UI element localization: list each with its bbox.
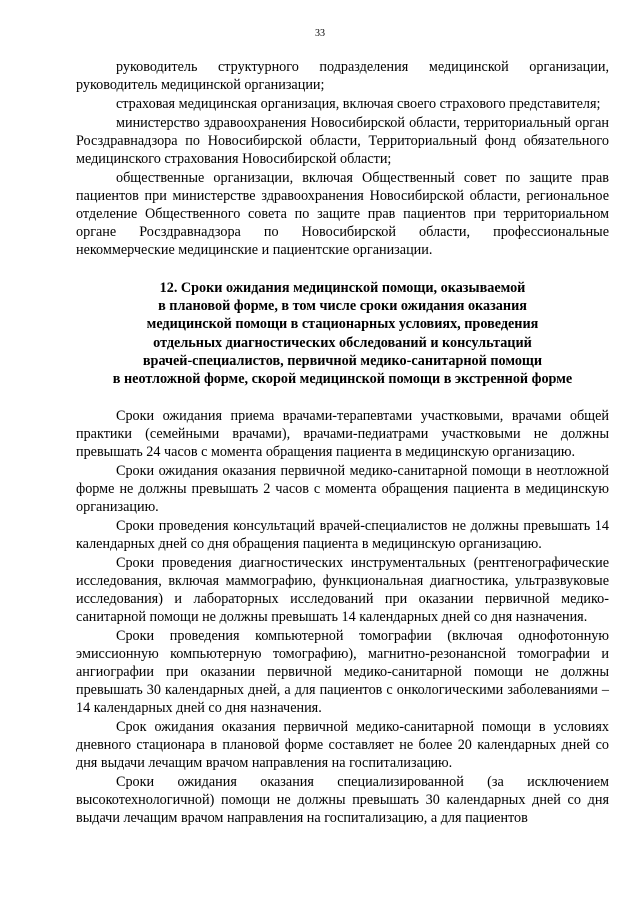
section-title-line: в плановой форме, в том числе сроки ожидания оказания	[158, 298, 527, 315]
body-paragraph: Сроки ожидания оказания первичной медико-санитарной помощи в неотложной форме не должны превышать 2 часов с момента обращения пациента в медицинскую организацию.	[76, 463, 609, 516]
section-title	[76, 279, 609, 388]
body-paragraph: Сроки проведения компьютерной томографии (включая однофотонную эмиссионную компьютерную томографию), магнитно-резонансной томографии и ангиографии при оказании первичной медико-санитарной помощи не должны превышать 30 календарных дней, а для пациентов с онкологическими заболеваниями – 14 календарных дней со дня назначения.	[76, 628, 609, 717]
section-title-line: 12. Сроки ожидания медицинской помощи, оказываемой	[159, 280, 526, 296]
body-paragraph: Сроки ожидания оказания специализированной (за исключением высокотехнологичной) помощи не должны превышать 30 календарных дней со дня выдачи лечащим врачом направления на госпитализацию, а для пациентов	[76, 774, 609, 827]
body-paragraph: Сроки проведения консультаций врачей-специалистов не должны превышать 14 календарных дней со дня обращения пациента в медицинскую организацию.	[76, 518, 609, 553]
page-number: 33	[315, 28, 325, 39]
section-title-line: медицинской помощи в стационарных условиях, проведения	[146, 316, 539, 333]
intro-paragraph: общественные организации, включая Общественный совет по защите прав пациентов при министерстве здравоохранения Новосибирской области, региональное отделение Общественного совета по защите прав пациентов при территориальном органе Росздравнадзора по Новосибирской области, профессиональные некоммерческие медицинские и пациентские организации.	[76, 170, 609, 258]
body-paragraph: Срок ожидания оказания первичной медико-санитарной помощи в условиях дневного стационара в плановой форме составляет не более 20 календарных дней со дня выдачи лечащим врачом направления на госпитализацию.	[76, 719, 609, 772]
section-title-line: отдельных диагностических обследований и консультаций	[153, 334, 532, 351]
body-paragraph: Сроки ожидания приема врачами-терапевтами участковыми, врачами общей практики (семейными врачами), врачами-педиатрами участковыми не должны превышать 24 часов с момента обращения пациента в медицинскую организацию.	[76, 408, 609, 461]
section-title-line: в неотложной форме, скорой медицинской помощи в экстренной форме	[112, 371, 573, 388]
intro-paragraph: страховая медицинская организация, включая своего страхового представителя;	[116, 96, 601, 112]
intro-paragraph: министерство здравоохранения Новосибирской области, территориальный орган Росздравнадзора по Новосибирской области, Территориальный фонд обязательного медицинского страхования Новосибирской области;	[76, 115, 609, 167]
section-title-line: врачей-специалистов, первичной медико-санитарной помощи	[142, 352, 543, 369]
document-body	[76, 58, 609, 827]
intro-paragraph: руководитель структурного подразделения медицинской организации, руководитель медицинской организации;	[76, 59, 609, 93]
body-paragraph: Сроки проведения диагностических инструментальных (рентгенографические исследования, включая маммографию, функциональная диагностика, ультразвуковые исследования) и лабораторных исследований при оказании первичной медико-санитарной помощи не должны превышать 14 календарных дней со дня назначения.	[76, 555, 609, 626]
